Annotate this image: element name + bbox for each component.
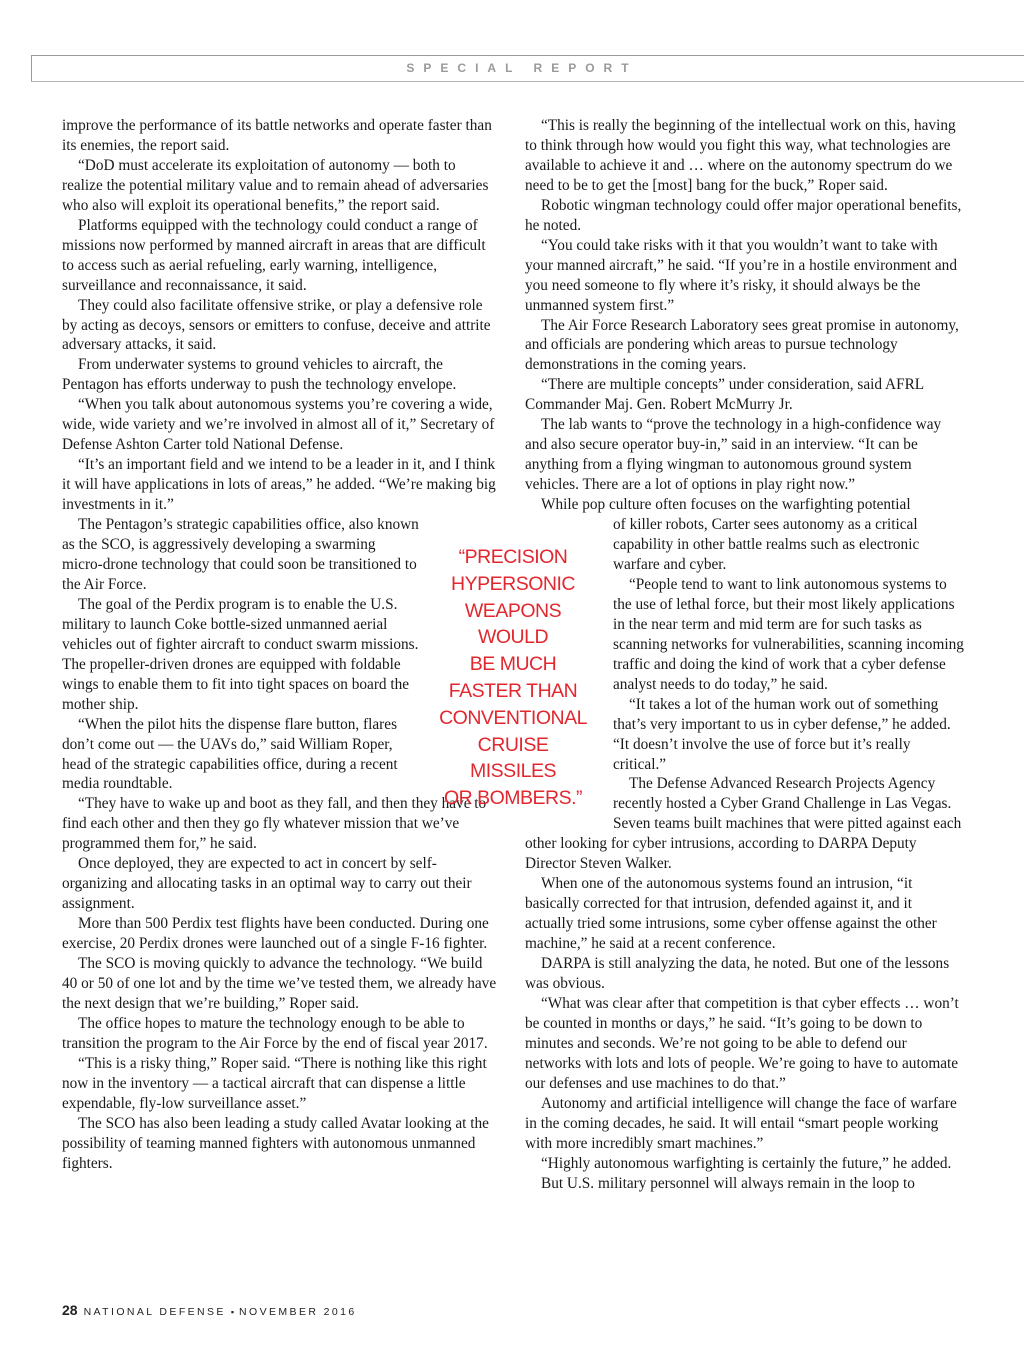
article-paragraph: Platforms equipped with the technology could conduct a range of missions now performed by manned aircraft in areas that are difficult to access such as aerial refueling, early warning, intelligence, surveillance and reconnaissance, it said. [62, 216, 486, 294]
article-paragraph: The Pentagon’s strategic capabilities office, also known as the SCO, is aggressively developing a swarming micro-drone technology that could soon be transitioned to the Air Force. [62, 516, 419, 593]
section-label: SPECIAL REPORT [406, 61, 638, 75]
article-paragraph: “This is really the beginning of the intellectual work on this, having to think through how would you fight this way, what technologies are available to achieve it and … where on the autonomy spectrum do we need to be to get the [most] bang for the buck,” Roper said. [525, 117, 956, 194]
article-paragraph: “This is a risky thing,” Roper said. “There is nothing like this right now in the inventory — a tactical aircraft that can dispense a little expendable, fly-low surveillance asset.” [62, 1054, 487, 1112]
article-paragraph: Robotic wingman technology could offer major operational benefits, he noted. [525, 196, 962, 234]
article-paragraph: But U.S. military personnel will always remain in the loop to [541, 1174, 915, 1192]
article-paragraph: The Defense Advanced Research Projects Agency recently hosted a Cyber Grand Challenge in Las Vegas. Seven teams built machines that were pitted against each other looking for cyber intrusions, according to DARPA Deputy Director Steven Walker. [525, 775, 962, 873]
header-rule-top [31, 55, 1024, 56]
pull-quote-line: HYPERSONIC [451, 572, 575, 595]
article-paragraph: “People tend to want to link autonomous systems to the use of lethal force, but their most likely applications in the near term and mid term are for such tasks as scanning networks for vulnerabilities, scanning incoming traffic and doing the kind of work that a cyber defense analyst needs to do today,” he said. [613, 575, 964, 693]
header-rule-bottom [31, 81, 1024, 82]
article-paragraph: They could also facilitate offensive strike, or play a defensive role by acting as decoys, sensors or emitters to confuse, deceive and attrite adversary attacks, it said. [62, 296, 491, 354]
article-paragraph: The lab wants to “prove the technology in a high-confidence way and also secure operator buy-in,” said in an interview. “It can be anything from a flying wingman to autonomous ground system vehicles. There are a lot of options in play right now.” [525, 416, 942, 494]
pull-quote-line: CONVENTIONAL [439, 706, 587, 729]
publication-name: NATIONAL DEFENSE [83, 1306, 226, 1318]
pull-quote-line: OR BOMBERS.” [443, 787, 583, 810]
article-paragraph: “When you talk about autonomous systems you’re covering a wide, wide, wide variety and we’re involved in almost all of it,” Secretary of Defense Ashton Carter told National Defense. [62, 396, 495, 454]
article-paragraph: While pop culture often focuses on the warfighting potential [541, 496, 911, 514]
article-paragraph: The SCO is moving quickly to advance the technology. “We build 40 or 50 of one lot and by the time we’ve tested them, we already have the next design that we’re building,” Roper said. [62, 955, 497, 1012]
footer-separator: ▪ [230, 1307, 235, 1317]
issue-date: NOVEMBER 2016 [239, 1306, 357, 1318]
article-paragraph: “You could take risks with it that you wouldn’t want to take with your manned aircraft,” he said. “If you’re in a hostile environment and you need someone to fly where it’s risky, it should always be the unmanned system first.” [525, 236, 957, 314]
article-paragraph: Autonomy and artificial intelligence will change the face of warfare in the coming decades, he said. It will entail “smart people working with more incredibly smart machines.” [525, 1094, 957, 1152]
pull-quote-line: MISSILES [470, 760, 556, 783]
article-paragraph: “What was clear after that competition is that cyber effects … won’t be counted in months or days,” he said. “It’s going to be down to minutes and seconds. We’re not going to be able to defend our networks with lots and lots of people. We’re going to have to automate our defenses and use machines to do that.” [525, 994, 959, 1092]
article-paragraph: The office hopes to mature the technology enough to be able to transition the program to the Air Force by the end of fiscal year 2017. [62, 1014, 488, 1052]
pull-quote-line: “PRECISION [458, 546, 568, 568]
article-paragraph: From underwater systems to ground vehicles to aircraft, the Pentagon has efforts underway to push the technology envelope. [62, 356, 457, 394]
pull-quote-line: WOULD [477, 626, 549, 649]
pull-quote-line: CRUISE [477, 733, 549, 756]
article-paragraph: “There are multiple concepts” under consideration, said AFRL Commander Maj. Gen. Robert McMurry Jr. [525, 376, 924, 414]
article-paragraph: The goal of the Perdix program is to enable the U.S. military to launch Coke bottle-sized unmanned aerial vehicles out of fighter aircraft to conduct swarm missions. The propeller-driven drones are equipped with foldable wings to enable them to fit into tight spaces on board the mother ship. [62, 595, 419, 713]
pull-quote-line: FASTER THAN [448, 679, 578, 702]
article-paragraph: “It takes a lot of the human work out of something that’s very important to us in cyber defense,” he added. “It doesn’t involve the use of force but it’s really critical.” [613, 695, 951, 773]
article-paragraph: “It’s an important field and we intend to be a leader in it, and I think it will have applications in lots of areas,” he added. “We’re making big investments in it.” [62, 456, 496, 514]
article-paragraph: “When the pilot hits the dispense flare button, flares don’t come out — the UAVs do,” said William Roper, head of the strategic capabilities office, during a recent media roundtable. [62, 715, 398, 793]
article-paragraph: The Air Force Research Laboratory sees great promise in autonomy, and officials are pondering which areas to pursue technology demonstrations in the coming years. [525, 316, 959, 374]
page-number: 28 [62, 1302, 78, 1318]
article-paragraph: “They have to wake up and boot as they fall, and then they have to find each other and then they go fly whatever mission that we’ve programmed them for,” he said. [62, 795, 487, 853]
article-paragraph: More than 500 Perdix test flights have been conducted. During one exercise, 20 Perdix drones were launched out of a single F-16 fighter. [62, 915, 489, 953]
article-paragraph: DARPA is still analyzing the data, he noted. But one of the lessons was obvious. [525, 955, 950, 992]
pull-quote [432, 544, 594, 812]
pull-quote-line: WEAPONS [464, 599, 562, 622]
article-paragraph: “DoD must accelerate its exploitation of autonomy — both to realize the potential military value and to remain ahead of adversaries who also will exploit its operational benefits,” the report said. [62, 156, 489, 214]
article-paragraph: When one of the autonomous systems found an intrusion, “it basically corrected for that intrusion, defended against it, and it actually tried some intrusions, some cyber offense against the other machine,” he said at a recent conference. [525, 875, 937, 953]
article-paragraph: The SCO has also been leading a study called Avatar looking at the possibility of teaming manned fighters with autonomous unmanned fighters. [62, 1114, 489, 1172]
page-footer [62, 1302, 357, 1320]
article-paragraph: Once deployed, they are expected to act in concert by self-organizing and allocating tasks in an optimal way to carry out their assignment. [62, 855, 472, 913]
article-paragraph-continued: of killer robots, Carter sees autonomy as a critical capability in other battle realms such as electronic warfare and cyber. [613, 516, 920, 573]
article-paragraph: improve the performance of its battle networks and operate faster than its enemies, the report said. [62, 117, 492, 154]
article-paragraph: “Highly autonomous warfighting is certainly the future,” he added. [541, 1154, 952, 1172]
pull-quote-line: BE MUCH [469, 653, 557, 676]
